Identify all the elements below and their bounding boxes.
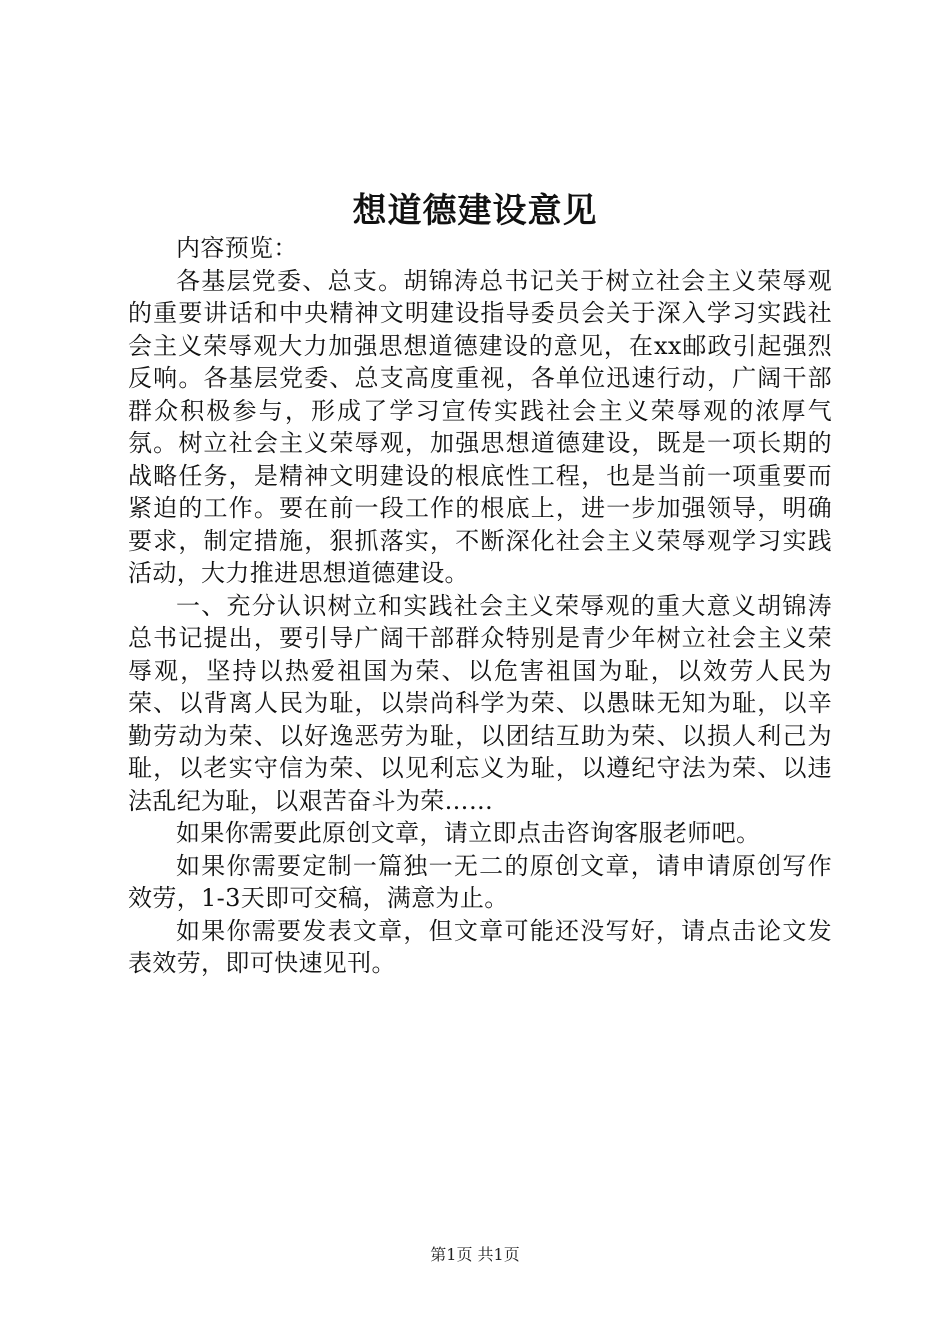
paragraph-consult-link[interactable]: 如果你需要此原创文章，请立即点击咨询客服老师吧。 <box>176 819 761 847</box>
paragraph-custom-writing-link[interactable]: 如果你需要定制一篇独一无二的原创文章，请申请原创写作效劳，1-3天即可交稿，满意为止。 <box>128 851 832 912</box>
paragraph-publish-link[interactable]: 如果你需要发表文章，但文章可能还没写好，请点击论文发表效劳，即可快速见刊。 <box>128 916 832 977</box>
page-number-footer: 第1页 共1页 <box>430 1245 520 1264</box>
paragraph-intro: 各基层党委、总支。胡锦涛总书记关于树立社会主义荣辱观的重要讲话和中央精神文明建设指导委员会关于深入学习实践社会主义荣辱观大力加强思想道德建设的意见，在xx邮政引起强烈反响。各基层党委、总支高度重视，各单位迅速行动，广阔干部群众积极参与，形成了学习宣传实践社会主义荣辱观的浓厚气氛。树立社会主义荣辱观，加强思想道德建设，既是一项长期的战略任务，是精神文明建设的根底性工程，也是当前一项重要而紧迫的工作。要在前一段工作的根底上，进一步加强领导，明确要求，制定措施，狠抓落实，不断深化社会主义荣辱观学习实践活动，大力推进思想道德建设。 <box>128 266 832 587</box>
document-title: 想道德建设意见 <box>352 191 598 231</box>
preview-label: 内容预览： <box>176 234 298 262</box>
document-body <box>128 232 832 980</box>
paragraph-section-one: 一、充分认识树立和实践社会主义荣辱观的重大意义胡锦涛总书记提出，要引导广阔干部群众特别是青少年树立社会主义荣辱观，坚持以热爱祖国为荣、以危害祖国为耻，以效劳人民为荣、以背离人民为耻，以崇尚科学为荣、以愚昧无知为耻，以辛勤劳动为荣、以好逸恶劳为耻，以团结互助为荣、以损人利己为耻，以老实守信为荣、以见利忘义为耻，以遵纪守法为荣、以违法乱纪为耻，以艰苦奋斗为荣…… <box>128 591 832 815</box>
